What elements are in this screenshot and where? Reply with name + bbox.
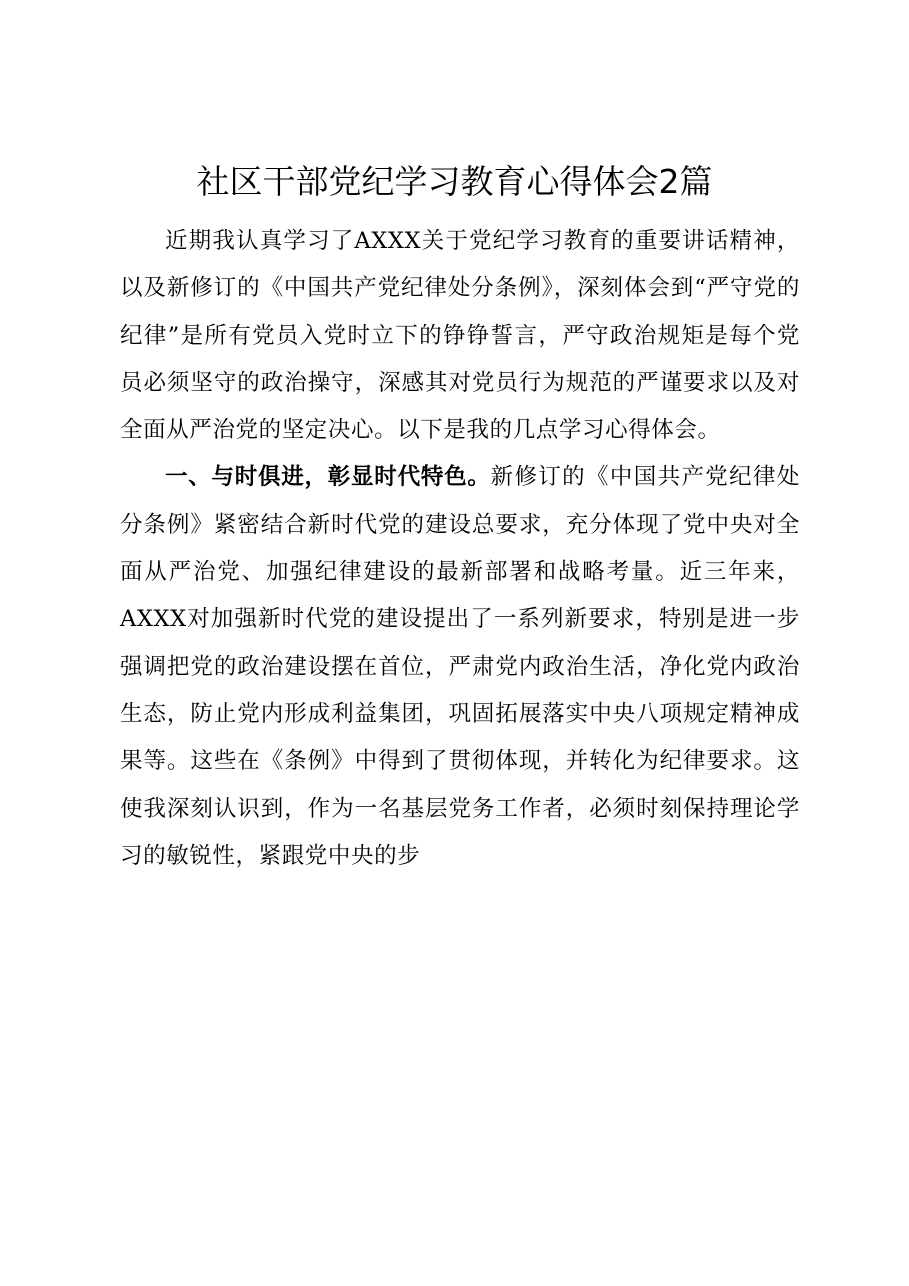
document-body [120, 218, 800, 880]
paragraph-text: 新修订的《中国共产党纪律处分条例》紧密结合新时代党的建设总要求，充分体现了党中央对全面从严治党、加强纪律建设的最新部署和战略考量。近三年来，AXXX对加强新时代党的建设提出了一系列新要求，特别是进一步强调把党的政治建设摆在首位，严肃党内政治生活，净化党内政治生态，防止党内形成利益集团，巩固拓展落实中央八项规定精神成果等。这些在《条例》中得到了贯彻体现，并转化为纪律要求。这使我深刻认识到，作为一名基层党务工作者，必须时刻保持理论学习的敏锐性，紧跟党中央的步 [120, 464, 800, 869]
paragraph-section-one [120, 454, 800, 880]
document-title: 社区干部党纪学习教育心得体会2篇 [196, 162, 713, 201]
paragraph-text: 近期我认真学习了AXXX关于党纪学习教育的重要讲话精神，以及新修订的《中国共产党纪律处分条例》，深刻体会到“严守党的纪律”是所有党员入党时立下的铮铮誓言，严守政治规矩是每个党员必须坚守的政治操守，深感其对党员行为规范的严谨要求以及对全面从严治党的坚定决心。以下是我的几点学习心得体会。 [120, 228, 800, 444]
section-heading: 一、与时俱进，彰显时代特色。 [165, 464, 491, 491]
paragraph-intro [120, 218, 800, 454]
